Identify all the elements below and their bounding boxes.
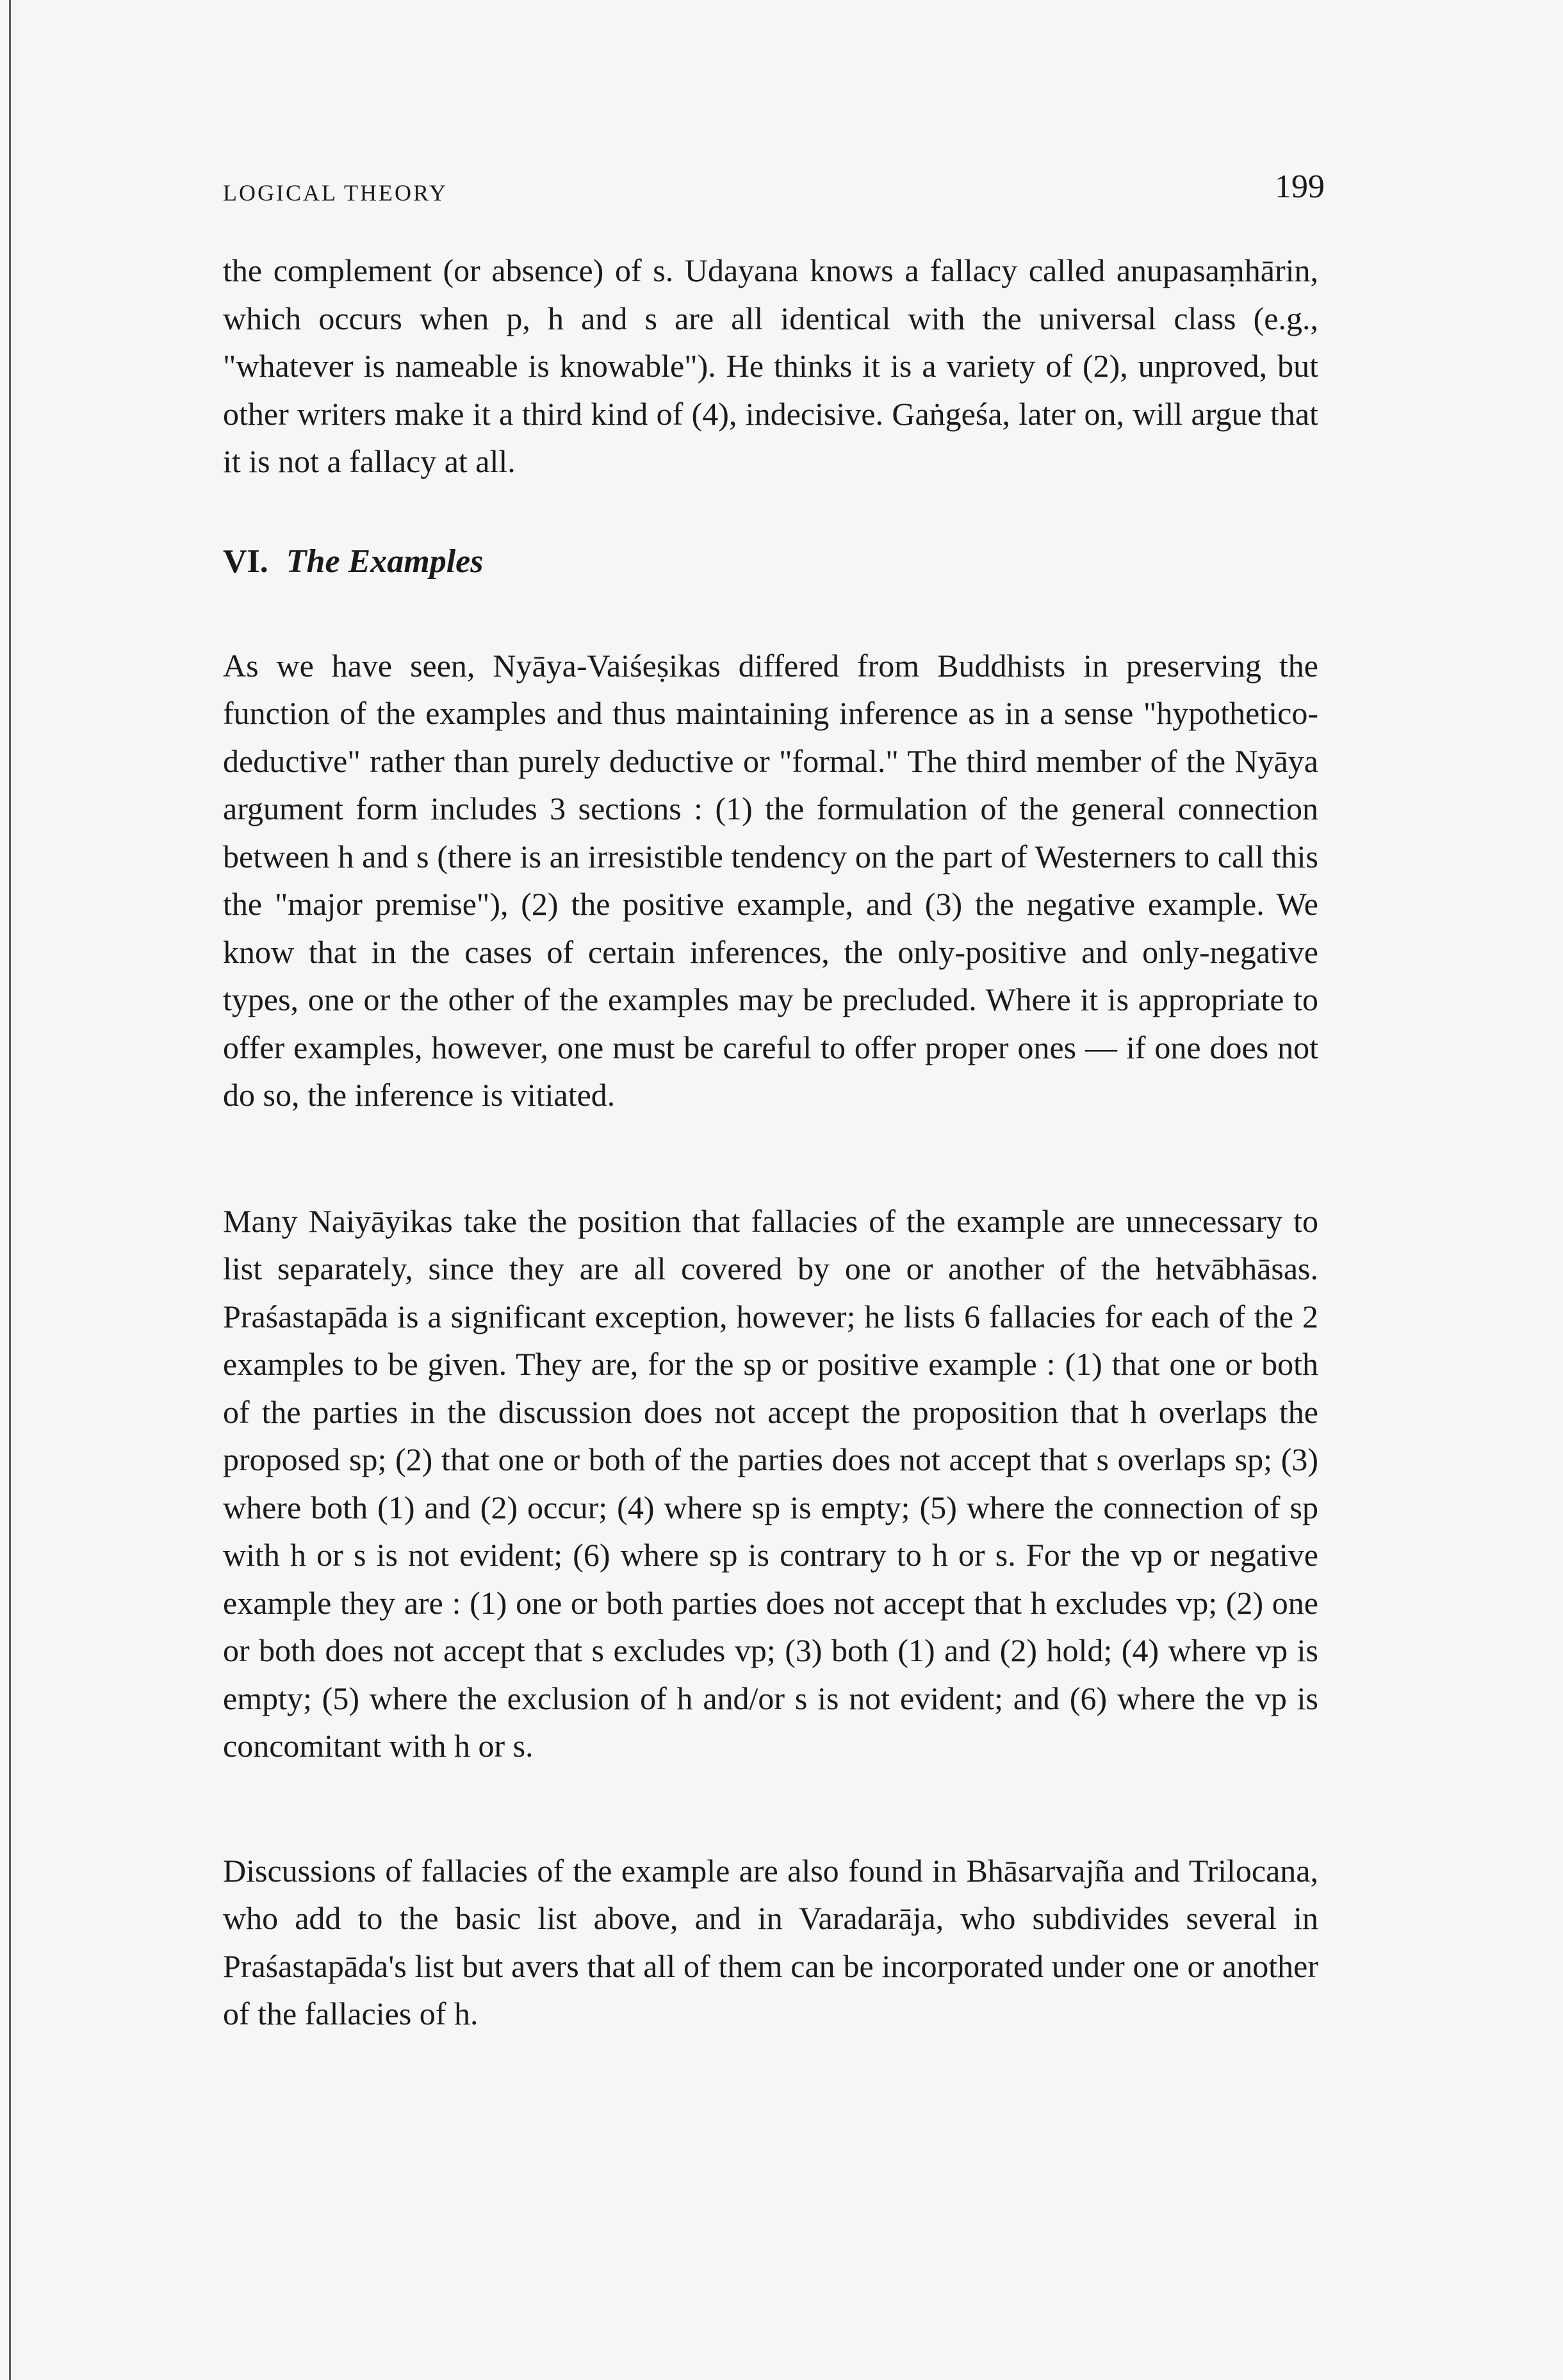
scan-binding-edge bbox=[9, 0, 11, 2380]
paragraph-3: Many Naiyāyikas take the position that fallacies of the example are unnecessary to list separately, since they are all covered by one or another of the hetvābhāsas. Praśastapāda is a significant exception, however; he lists 6 fallacies for each of the 2 examples to be given. They are, for the sp or positive example : (1) that one or both of the parties in the discussion does not accept the proposition that h overlaps the proposed sp; (2) that one or both of the parties does not accept that s overlaps sp; (3) where both (1) and (2) occur; (4) where sp is empty; (5) where the connection of sp with h or s is not evident; (6) where sp is contrary to h or s. For the vp or negative example they are : (1) one or both parties does not accept that h excludes vp; (2) one or both does not accept that s excludes vp; (3) both (1) and (2) hold; (4) where vp is empty; (5) where the exclusion of h and/or s is not evident; and (6) where the vp is concomitant with h or s. bbox=[223, 1202, 1318, 1764]
section-heading bbox=[223, 538, 1318, 586]
section-title: The Examples bbox=[286, 543, 484, 580]
paragraph-1: the complement (or absence) of s. Udayana knows a fallacy called anupasaṃhārin, which occurs when p, h and s are all identical with the universal class (e.g., "whatever is nameable is knowable"). He thinks it is a variety of (2), unproved, but other writers make it a third kind of (4), indecisive. Gaṅgeśa, later on, will argue that it is not a fallacy at all. bbox=[223, 252, 1318, 479]
paragraph-4: Discussions of fallacies of the example are also found in Bhāsarvajña and Trilocana, who add to the basic list above, and in Varadarāja, who subdivides several in Praśastapāda's list but avers that all of them can be incorporated under one or another of the fallacies of h. bbox=[223, 1852, 1318, 2031]
section-number: VI. bbox=[223, 543, 268, 580]
running-head: LOGICAL THEORY bbox=[223, 180, 448, 206]
page-number: 199 bbox=[1275, 168, 1325, 205]
body-text bbox=[223, 247, 1318, 2038]
paragraph-2: As we have seen, Nyāya-Vaiśeṣikas differed from Buddhists in preserving the function of the examples and thus maintaining inference as in a sense "hypothetico-deductive" rather than purely deductive or "formal." The third member of the Nyāya argument form includes 3 sections : (1) the formulation of the general connection between h and s (there is an irresistible tendency on the part of Westerners to call this the "major premise"), (2) the positive example, and (3) the negative example. We know that in the cases of certain inferences, the only-positive and only-negative types, one or the other of the examples may be precluded. Where it is appropriate to offer examples, however, one must be careful to offer proper ones — if one does not do so, the inference is vitiated. bbox=[223, 647, 1318, 1113]
